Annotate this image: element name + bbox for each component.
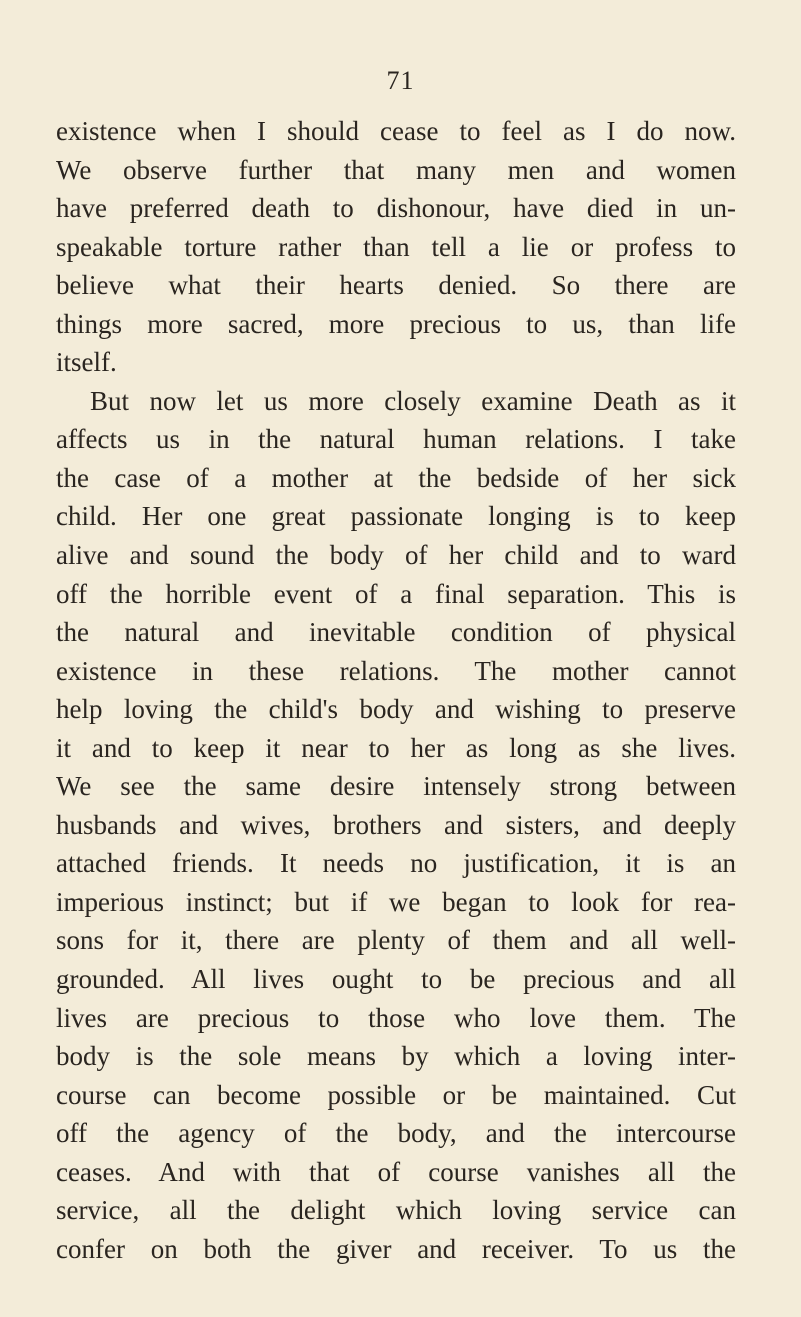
text-line: child. Her one great passionate longing is to keep	[56, 501, 736, 532]
text-line: existence when I should cease to feel as I do now.	[56, 116, 736, 146]
text-line: the natural and inevitable condition of physical	[56, 617, 736, 648]
page-number: 71	[386, 66, 415, 95]
text-line: it and to keep it near to her as long as she lives.	[56, 732, 736, 763]
text-line: body is the sole means by which a loving inter-	[56, 1041, 736, 1072]
text-line: existence in these relations. The mother cannot	[56, 655, 736, 686]
text-line: off the horrible event of a final separation. This is	[56, 578, 736, 609]
text-line: lives are precious to those who love them. The	[56, 1002, 736, 1033]
text-line: attached friends. It needs no justification, it is an	[56, 848, 736, 879]
text-line: husbands and wives, brothers and sisters, and deeply	[56, 809, 736, 840]
text-line: imperious instinct; but if we began to look for rea-	[56, 886, 736, 917]
text-line: things more sacred, more precious to us, than life	[56, 308, 736, 339]
text-line: We observe further that many men and women	[56, 154, 736, 185]
text-line: believe what their hearts denied. So there are	[56, 270, 736, 301]
text-line: speakable torture rather than tell a lie or profess to	[56, 231, 736, 262]
text-line: ceases. And with that of course vanishes all the	[56, 1156, 736, 1187]
text-line: itself.	[56, 347, 117, 378]
text-line: grounded. All lives ought to be precious and all	[56, 964, 736, 995]
text-line: course can become possible or be maintained. Cut	[56, 1079, 736, 1110]
text-line: have preferred death to dishonour, have died in un-	[56, 193, 736, 224]
text-line: We see the same desire intensely strong between	[56, 771, 736, 802]
text-line: sons for it, there are plenty of them and all well-	[56, 925, 736, 956]
text-line: help loving the child's body and wishing to preserve	[56, 694, 736, 725]
text-line: But now let us more closely examine Death as it	[90, 385, 736, 416]
text-line: confer on both the giver and receiver. To us the	[56, 1233, 736, 1264]
text-line: alive and sound the body of her child and to ward	[56, 540, 736, 571]
body-text	[56, 112, 736, 1268]
text-line: service, all the delight which loving service can	[56, 1195, 736, 1226]
text-line: the case of a mother at the bedside of her sick	[56, 462, 736, 493]
text-line: affects us in the natural human relations. I take	[56, 424, 736, 455]
text-line: off the agency of the body, and the intercourse	[56, 1118, 736, 1149]
